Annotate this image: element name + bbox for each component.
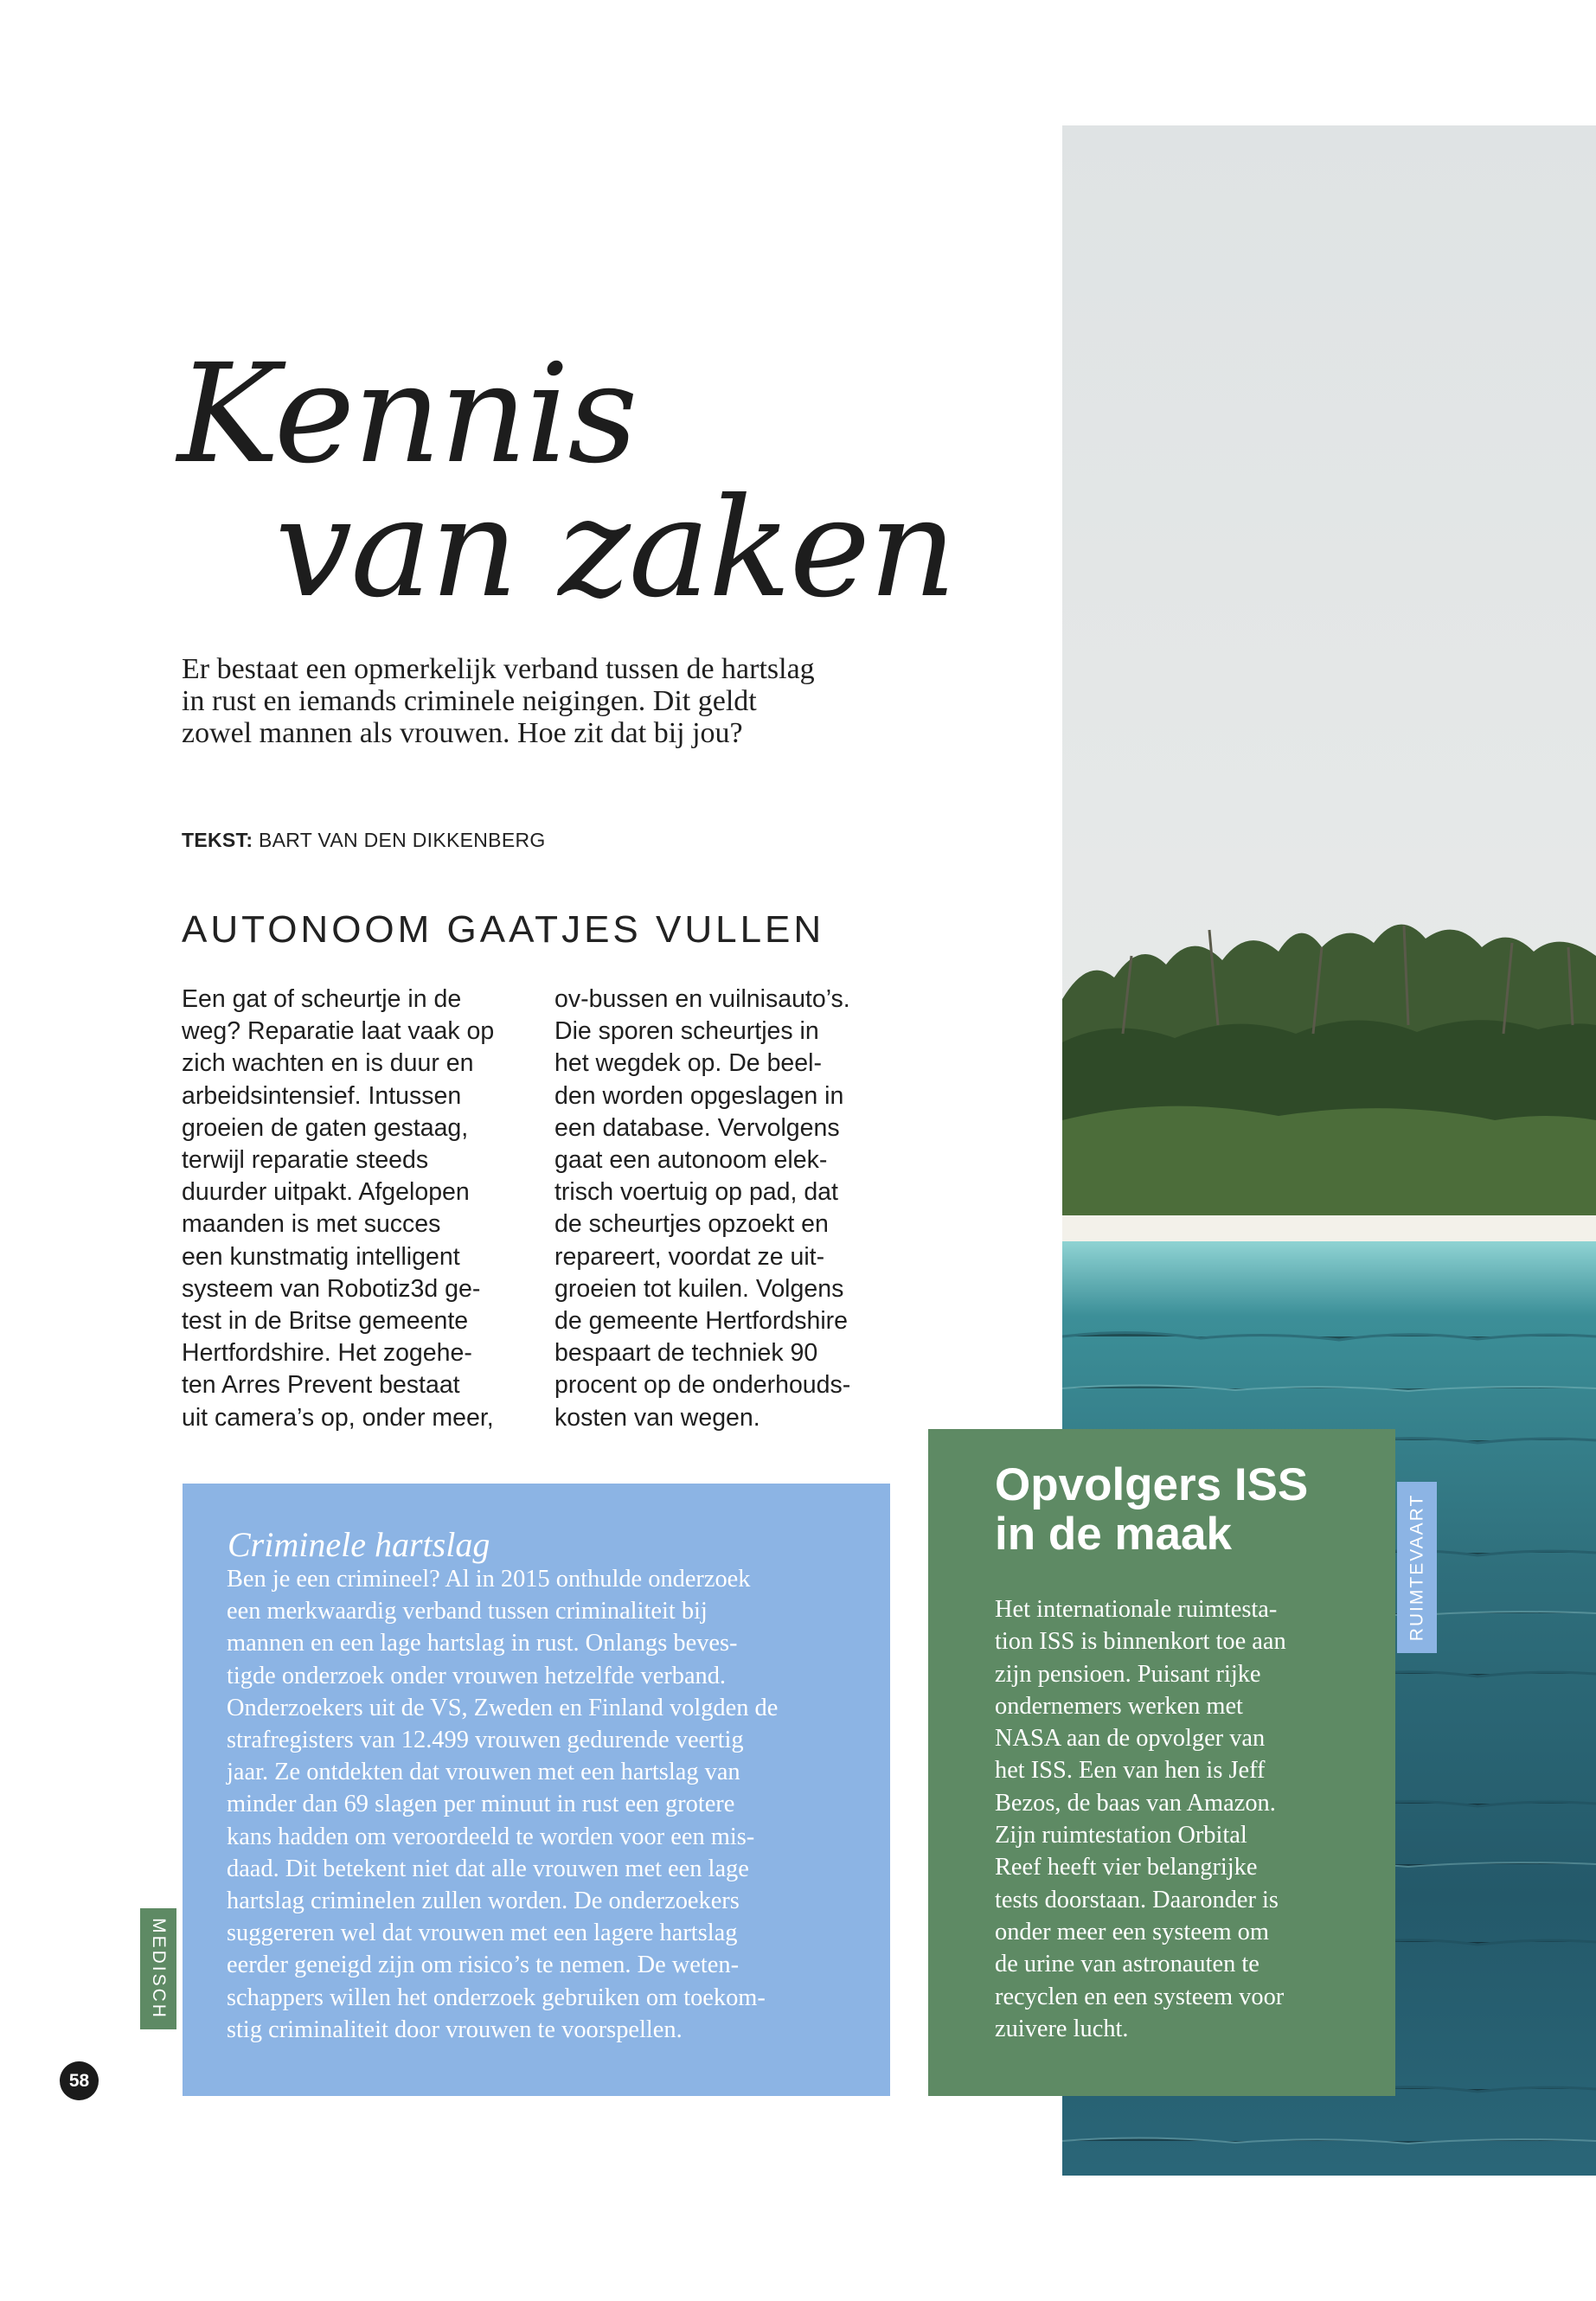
- byline-author: BART VAN DEN DIKKENBERG: [259, 829, 546, 851]
- category-tag-ruimtevaart-label: RUIMTEVAART: [1407, 1493, 1427, 1642]
- page-number: 58: [68, 2070, 90, 2091]
- article-column-1: Een gat of scheurtje in de weg? Reparatie laat vaak op zich wachten en is duur en arbeidsintensief. Intussen groeien de gaten gestaag, terwijl reparatie steeds duurder uitpakt. Afgelopen maanden is met succes een kunstmatig intelligent systeem van Robotiz3d ge- test in de Britse gemeente Hertfordshire. Het zogehe- ten Arres Prevent bestaat uit camera’s op, onder meer,: [182, 985, 495, 1432]
- criminele-hartslag-box: [183, 1484, 890, 2096]
- headline-line-2: van zaken: [275, 469, 955, 628]
- green-box-body: Het internationale ruimtesta- tion ISS is binnenkort toe aan zijn pensioen. Puisant rijke ondernemers werken met NASA aan de opvolger van het ISS. Een van hen is Jeff Bezos, de baas van Amazon. Zijn ruimtestation Orbital Reef heeft vier belangrijke tests doorstaan. Daaronder is onder meer een systeem om de urine van astronauten te recyclen en een systeem voor zuivere lucht.: [995, 1596, 1286, 2042]
- category-tag-ruimtevaart: [1397, 1482, 1437, 1653]
- blue-box-title: Criminele hartslag: [228, 1525, 490, 1564]
- intro-text: Er bestaat een opmerkelijk verband tussen de hartslag in rust en iemands criminele neigingen. Dit geldt zowel mannen als vrouwen. Hoe zit dat bij jou?: [182, 653, 815, 749]
- article-heading: AUTONOOM GAATJES VULLEN: [182, 908, 825, 951]
- byline: [182, 829, 546, 852]
- blue-box-body: Ben je een crimineel? Al in 2015 onthulde onderzoek een merkwaardig verband tussen criminaliteit bij mannen en een lage hartslag in rust. Onlangs beves- tigde onderzoek onder vrouwen hetzelfde verband. Onderzoekers uit de VS, Zweden en Finland volgden de strafregisters van 12.499 vrouwen gedurende veertig jaar. Ze ontdekten dat vrouwen met een hartslag van minder dan 69 slagen per minuut in rust een grotere kans hadden om veroordeeld te worden voor een mis- daad. Dit betekent niet dat alle vrouwen met een lage hartslag criminelen zullen worden. De onderzoekers suggereren wel dat vrouwen met een lagere hartslag eerder geneigd zijn om risico’s te nemen. De weten- schappers willen het onderzoek gebruiken om toekom- stig criminaliteit door vrouwen te voorspellen.: [227, 1566, 779, 2043]
- article-column-2: ov-bussen en vuilnisauto’s. Die sporen scheurtjes in het wegdek op. De beel- den worden opgeslagen in een database. Vervolgens gaat een autonoom elek- trisch voertuig op pad, dat de scheurtjes opzoekt en repareert, voordat ze uit- groeien tot kuilen. Volgens de gemeente Hertfordshire bespaart de techniek 90 procent op de onderhouds- kosten van wegen.: [554, 985, 851, 1432]
- category-tag-medisch-label: MEDISCH: [149, 1918, 169, 2020]
- page-number-badge: [60, 2061, 99, 2100]
- green-box-title: Opvolgers ISS in de maak: [995, 1459, 1309, 1560]
- category-tag-medisch: [140, 1908, 176, 2029]
- opvolgers-iss-box: [928, 1429, 1395, 2096]
- headline-line-1: Kennis: [177, 335, 637, 494]
- byline-label: TEKST:: [182, 829, 253, 851]
